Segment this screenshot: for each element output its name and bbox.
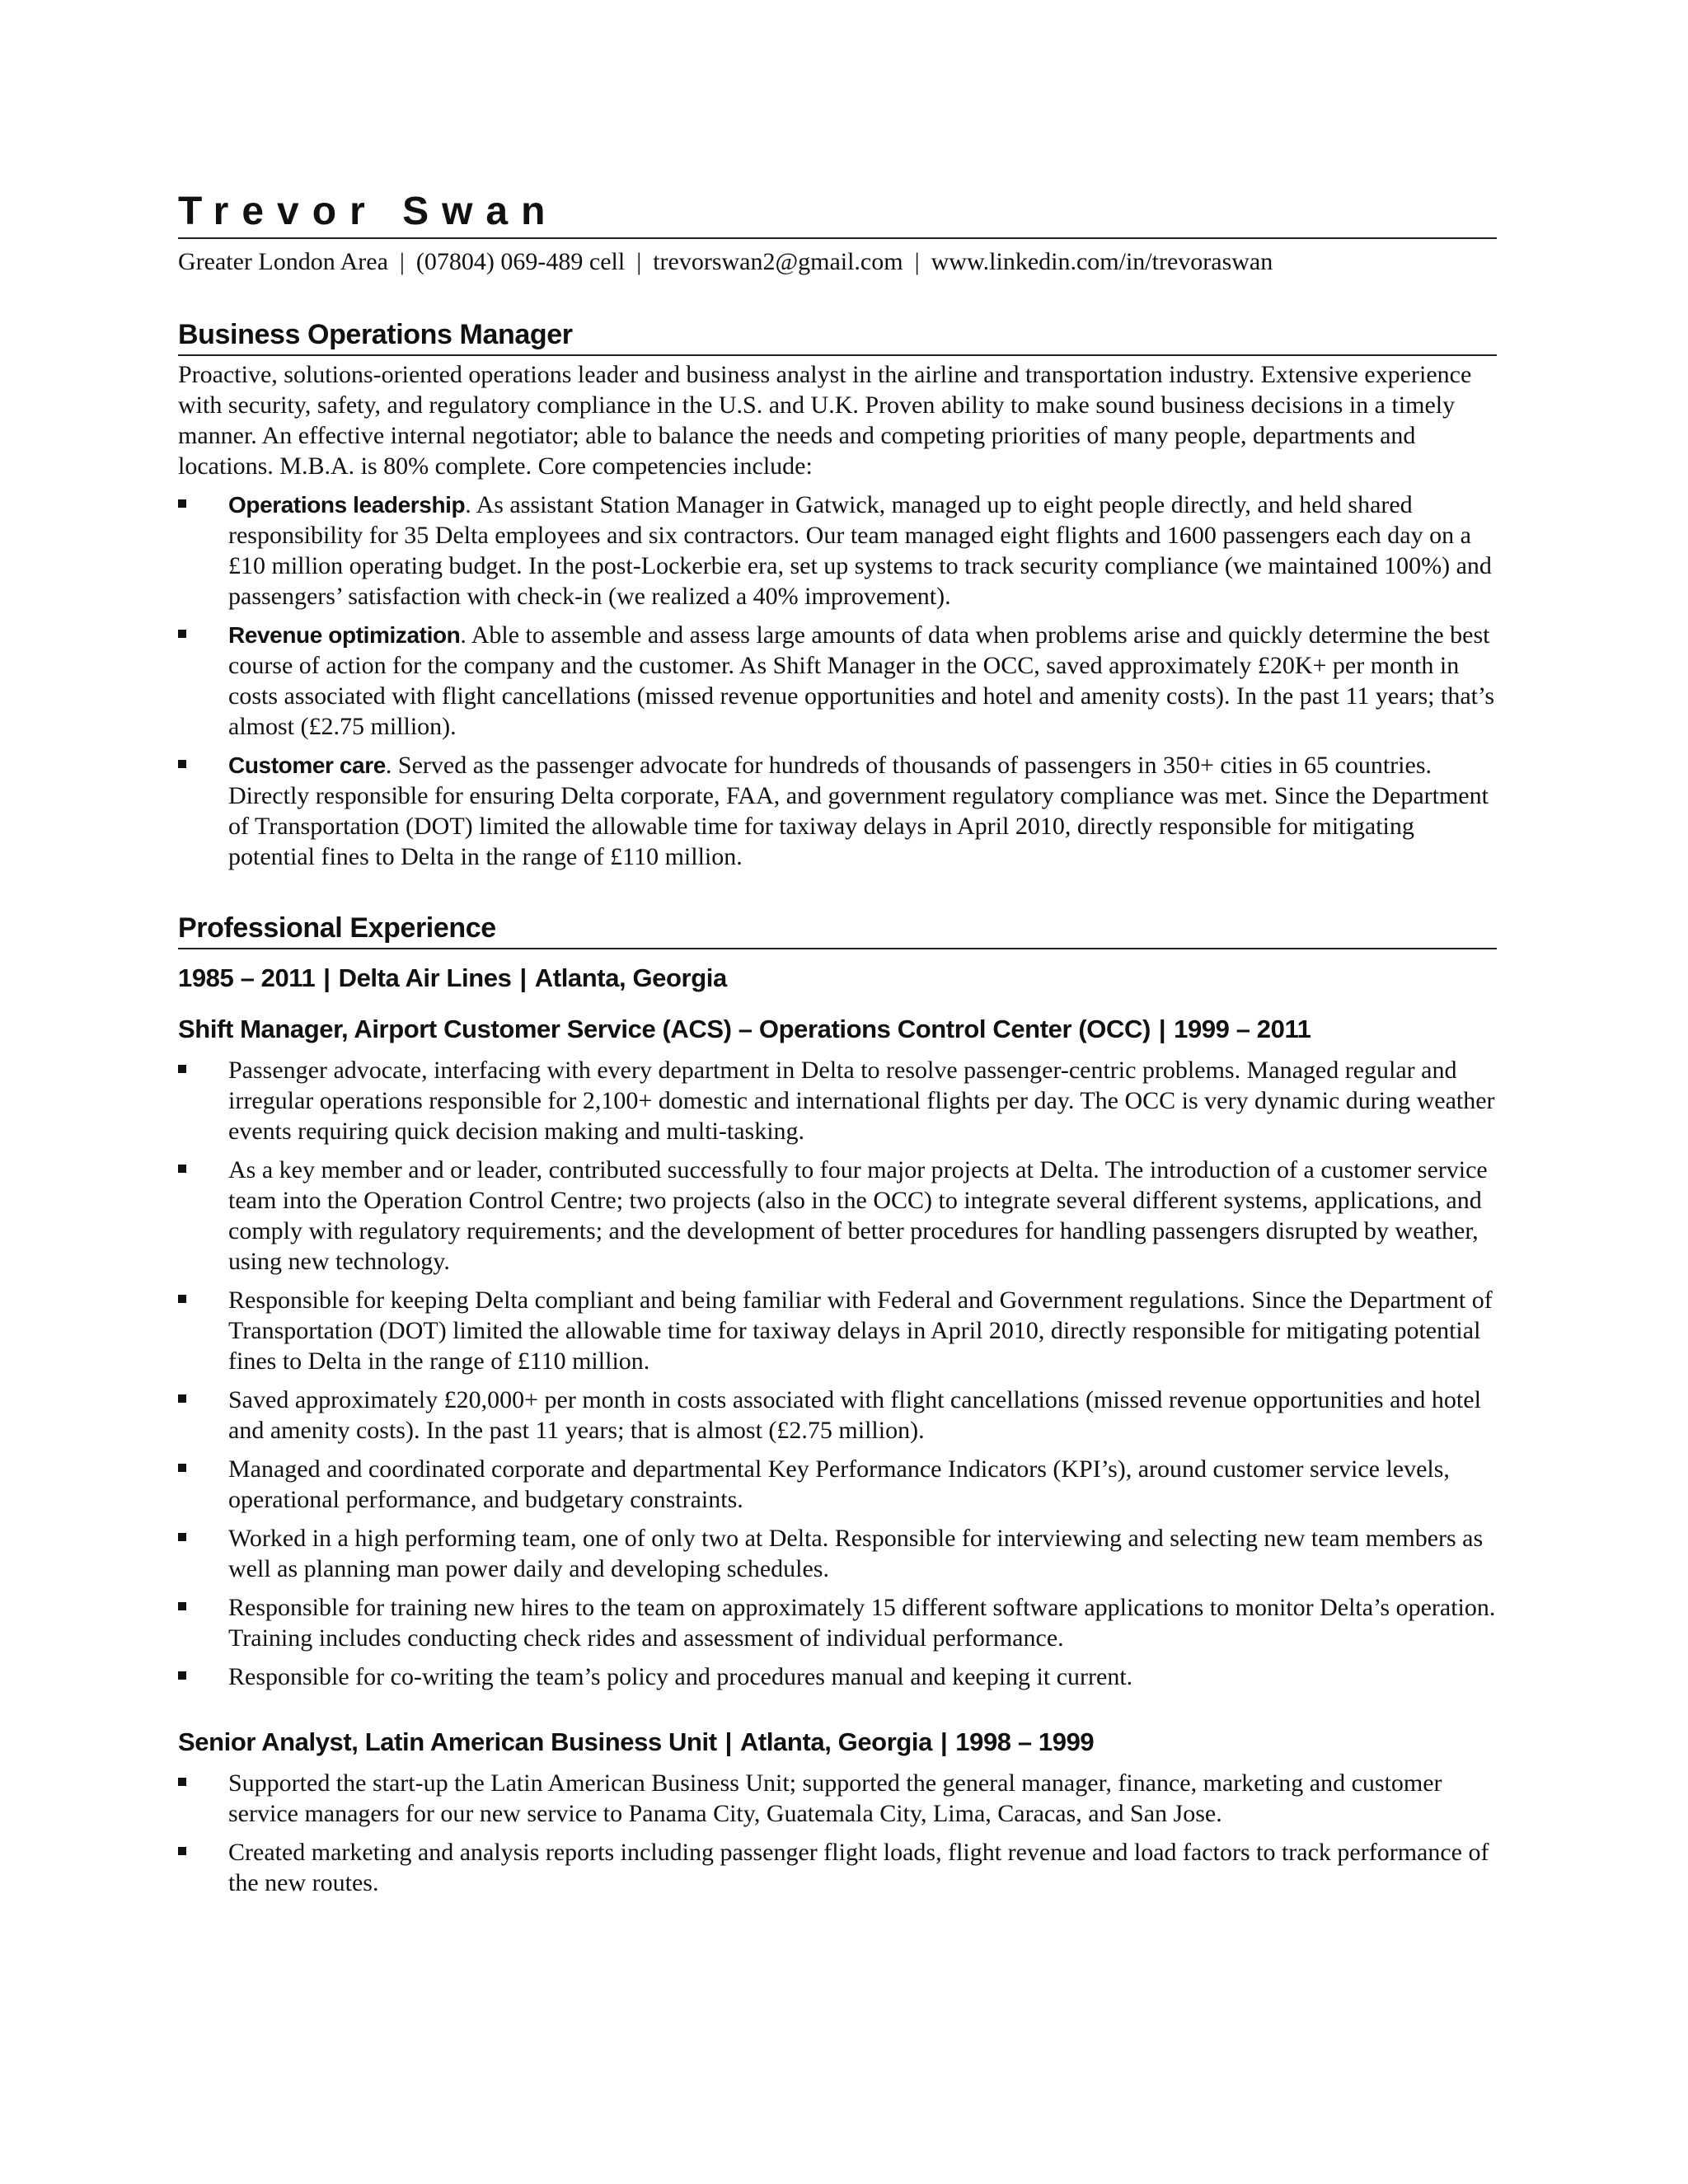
competency-text: . Served as the passenger advocate for hundreds of thousands of passengers in 350+ cities in 65 countries. Directly responsible for ensuring Delta corporate, FAA, and government regulatory compliance was met. Since the Department of Transportation (DOT) limited the allowable time for taxiway delays in April 2010, directly responsible for mitigating potential fines to Delta in the range of £110 million. (228, 752, 1489, 870)
bullet-square-icon (178, 1065, 186, 1073)
role-bullet-list (178, 1055, 1497, 1692)
competency-text: . Able to assemble and assess large amounts of data when problems arise and quickly determine the best course of action for the company and the customer. As Shift Manager in the OCC, saved approximately £20K+ per month in costs associated with flight cancellations (missed revenue opportunities and hotel and amenity costs). In the past 11 years; that’s almost (£2.75 million). (228, 621, 1495, 740)
role-bullet (178, 1385, 1497, 1446)
contact-linkedin[interactable]: www.linkedin.com/in/trevoraswan (931, 248, 1273, 275)
role-bullet-list (178, 1768, 1497, 1898)
role-bullet (178, 1768, 1497, 1829)
role-title: Senior Analyst, Latin American Business Unit (178, 1727, 717, 1756)
competency-keyword: Revenue optimization (228, 622, 461, 648)
section-title-experience: Professional Experience (178, 910, 1497, 949)
role-bullet (178, 1837, 1497, 1898)
role-bullet (178, 1055, 1497, 1146)
role-bullet (178, 1523, 1497, 1584)
bullet-square-icon (178, 499, 186, 508)
section-title-summary: Business Operations Manager (178, 316, 1497, 356)
role-bullet-text: Passenger advocate, interfacing with every department in Delta to resolve passenger-centric problems. Managed regular and irregular operations responsible for 2,100+ domestic and international flights per day. The OCC is very dynamic during weather events requiring quick decision making and multi-tasking. (228, 1057, 1495, 1145)
contact-line: Greater London Area | (07804) 069-489 cell | trevorswan2@gmail.com | www.linkedin.com/in/trevoraswan (178, 248, 1273, 275)
competency-item (178, 620, 1497, 742)
role-dates: 1999 – 2011 (1174, 1015, 1311, 1043)
role-bullet-text: Worked in a high performing team, one of only two at Delta. Responsible for interviewing and selecting new team members as well as planning man power daily and developing schedules. (228, 1525, 1484, 1582)
bullet-square-icon (178, 630, 186, 638)
competency-keyword: Customer care (228, 752, 386, 778)
bullet-square-icon (178, 1295, 186, 1303)
contact-email[interactable]: trevorswan2@gmail.com (653, 248, 903, 275)
role-bullet-text: Saved approximately £20,000+ per month in costs associated with flight cancellations (missed revenue opportunities and hotel and amenity costs). In the past 11 years; that is almost (£2.75 million). (228, 1386, 1481, 1444)
role-bullet-text: As a key member and or leader, contributed successfully to four major projects at Delta. The introduction of a customer service team into the Operation Control Centre; two projects (also in the OCC) to integrate several different systems, applications, and comply with regulatory requirements; and the development of better procedures for handling passengers disrupted by weather, using new technology. (228, 1156, 1488, 1275)
bullet-square-icon (178, 1778, 186, 1786)
competency-keyword: Operations leadership (228, 492, 466, 518)
bullet-square-icon (178, 1602, 186, 1610)
bullet-square-icon (178, 1165, 186, 1173)
role-title: Shift Manager, Airport Customer Service (ACS) – Operations Control Center (OCC) (178, 1015, 1151, 1043)
bullet-square-icon (178, 1847, 186, 1855)
competency-text: . As assistant Station Manager in Gatwick, managed up to eight people directly, and held shared responsibility for 35 Delta employees and six contractors. Our team managed eight flights and 1600 passengers each day on a £10 million operating budget. In the post-Lockerbie era, set up systems to track security compliance (we maintained 100%) and passengers’ satisfaction with check-in (we realized a 40% improvement). (228, 491, 1492, 610)
competency-item (178, 750, 1497, 872)
bullet-square-icon (178, 760, 186, 768)
role-bullet-text: Created marketing and analysis reports including passenger flight loads, flight revenue and load factors to track performance of the new routes. (228, 1839, 1489, 1896)
role-bullet-text: Managed and coordinated corporate and departmental Key Performance Indicators (KPI’s), around customer service levels, operational performance, and budgetary constraints. (228, 1455, 1450, 1513)
role-bullet (178, 1661, 1497, 1692)
employer-company: Delta Air Lines (338, 963, 512, 992)
role-title-line: Shift Manager, Airport Customer Service (ACS) – Operations Control Center (OCC) | 1999 – 2011 (178, 1015, 1311, 1043)
role-bullet-text: Responsible for keeping Delta compliant and being familiar with Federal and Government regulations. Since the Department of Transportation (DOT) limited the allowable time for taxiway delays in April 2010, directly responsible for mitigating potential fines to Delta in the range of £110 million. (228, 1286, 1493, 1375)
candidate-name: Trevor Swan (178, 188, 1497, 239)
role-title-line: Senior Analyst, Latin American Business Unit | Atlanta, Georgia | 1998 – 1999 (178, 1727, 1095, 1756)
employer-dates: 1985 – 2011 (178, 963, 316, 992)
employer-location: Atlanta, Georgia (534, 963, 727, 992)
bullet-square-icon (178, 1671, 186, 1680)
competency-item (178, 490, 1497, 612)
role-bullet-text: Responsible for co-writing the team’s policy and procedures manual and keeping it current. (228, 1663, 1133, 1690)
contact-phone: (07804) 069-489 cell (415, 248, 626, 275)
competency-list (178, 490, 1497, 872)
contact-location: Greater London Area (178, 248, 388, 275)
role-dates: 1998 – 1999 (955, 1727, 1095, 1756)
bullet-square-icon (178, 1533, 186, 1541)
bullet-square-icon (178, 1464, 186, 1472)
role-bullet (178, 1155, 1497, 1277)
role-bullet-text: Supported the start-up the Latin American Business Unit; supported the general manager, finance, marketing and customer service managers for our new service to Panama City, Guatemala City, Lima, Caracas, and San Jose. (228, 1769, 1442, 1827)
role-bullet (178, 1592, 1497, 1653)
role-location: Atlanta, Georgia (739, 1727, 932, 1756)
role-bullet (178, 1285, 1497, 1376)
bullet-square-icon (178, 1394, 186, 1403)
role-bullet-text: Responsible for training new hires to the team on approximately 15 different software applications to monitor Delta’s operation. Training includes conducting check rides and assessment of individual performance. (228, 1594, 1496, 1652)
employer-line: 1985 – 2011 | Delta Air Lines | Atlanta, Georgia (178, 963, 727, 992)
summary-paragraph: Proactive, solutions-oriented operations leader and business analyst in the airline and transportation industry. Extensive experience with security, safety, and regulatory compliance in the U.S. and U.K. Proven ability to make sound business decisions in a timely manner. An effective internal negotiator; able to balance the needs and competing priorities of many people, departments and locations. M.B.A. is 80% complete. Core competencies include: (178, 361, 1472, 480)
role-bullet (178, 1454, 1497, 1515)
